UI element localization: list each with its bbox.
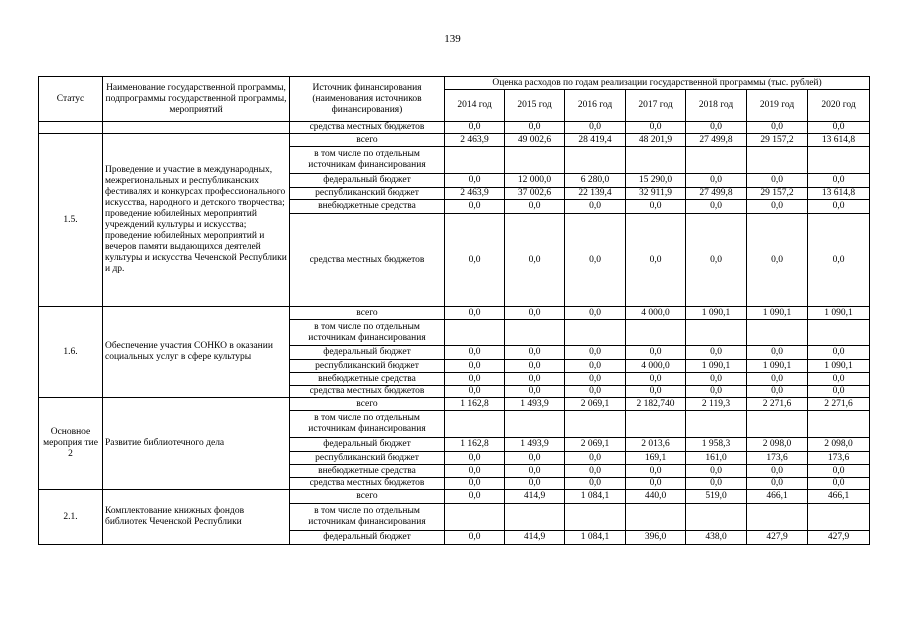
source-cell: в том числе по отдельным источникам финансирования: [290, 504, 445, 531]
source-cell: всего: [290, 398, 445, 411]
value-cell: 0,0: [747, 386, 808, 398]
status-cell: 1.6.: [39, 307, 103, 398]
value-cell: 2 119,3: [686, 398, 747, 411]
value-cell: 1 090,1: [686, 360, 747, 373]
value-cell: 0,0: [445, 490, 505, 504]
name-cell: Обеспечение участия СОНКО в оказании социальных услуг в сфере культуры: [103, 307, 290, 398]
value-cell: [626, 320, 686, 346]
value-cell: 0,0: [505, 465, 565, 478]
value-cell: 4 000,0: [626, 360, 686, 373]
source-cell: всего: [290, 490, 445, 504]
header-year: 2020 год: [808, 90, 870, 122]
name-cell: Развитие библиотечного дела: [103, 398, 290, 490]
table-row: [39, 490, 870, 504]
value-cell: 1 493,9: [505, 438, 565, 452]
value-cell: 0,0: [565, 465, 626, 478]
value-cell: 0,0: [565, 386, 626, 398]
value-cell: [565, 411, 626, 438]
value-cell: 2 013,6: [626, 438, 686, 452]
value-cell: 440,0: [626, 490, 686, 504]
status-cell: 2.1.: [39, 490, 103, 545]
value-cell: 0,0: [565, 214, 626, 307]
value-cell: 0,0: [686, 174, 747, 188]
value-cell: [565, 147, 626, 174]
value-cell: 0,0: [445, 531, 505, 545]
value-cell: 0,0: [626, 465, 686, 478]
value-cell: 0,0: [808, 478, 870, 490]
value-cell: [747, 320, 808, 346]
source-cell: средства местных бюджетов: [290, 214, 445, 307]
value-cell: 169,1: [626, 452, 686, 465]
page-number: 139: [444, 33, 461, 45]
value-cell: 0,0: [505, 122, 565, 134]
value-cell: [686, 504, 747, 531]
value-cell: 0,0: [626, 373, 686, 386]
value-cell: 0,0: [747, 200, 808, 214]
value-cell: [505, 320, 565, 346]
value-cell: 173,6: [747, 452, 808, 465]
value-cell: 0,0: [505, 214, 565, 307]
value-cell: 0,0: [747, 373, 808, 386]
value-cell: 396,0: [626, 531, 686, 545]
value-cell: 1 090,1: [747, 360, 808, 373]
value-cell: [505, 411, 565, 438]
value-cell: 27 499,8: [686, 134, 747, 147]
value-cell: 0,0: [686, 373, 747, 386]
value-cell: [445, 147, 505, 174]
value-cell: 4 000,0: [626, 307, 686, 320]
header-year: 2017 год: [626, 90, 686, 122]
name-cell: Проведение и участие в международных, межрегиональных и республиканских фестивалях и конкурсах профессионального искусства, народного и детского творчества; проведение юбилейных мероприятий учреждений культуры и искусства; проведение юбилейных мероприятий и вечеров памяти выдающихся деятелей культуры и искусства Чеченской Республики и др.: [103, 134, 290, 307]
value-cell: 0,0: [686, 478, 747, 490]
value-cell: 15 290,0: [626, 174, 686, 188]
value-cell: 0,0: [626, 122, 686, 134]
value-cell: 0,0: [505, 478, 565, 490]
value-cell: 1 493,9: [505, 398, 565, 411]
value-cell: 0,0: [445, 373, 505, 386]
value-cell: [686, 320, 747, 346]
status-cell: [39, 122, 103, 134]
status-cell: Основное мероприя тие 2: [39, 398, 103, 490]
value-cell: [808, 411, 870, 438]
value-cell: 0,0: [565, 200, 626, 214]
value-cell: 0,0: [686, 214, 747, 307]
value-cell: 0,0: [565, 478, 626, 490]
value-cell: [565, 320, 626, 346]
value-cell: 0,0: [445, 307, 505, 320]
source-cell: средства местных бюджетов: [290, 122, 445, 134]
value-cell: 13 614,8: [808, 134, 870, 147]
value-cell: 0,0: [808, 214, 870, 307]
table-row: [39, 122, 870, 134]
value-cell: 6 280,0: [565, 174, 626, 188]
header-year: 2014 год: [445, 90, 505, 122]
value-cell: 0,0: [686, 386, 747, 398]
value-cell: [565, 504, 626, 531]
source-cell: федеральный бюджет: [290, 438, 445, 452]
value-cell: [626, 411, 686, 438]
value-cell: 27 499,8: [686, 188, 747, 200]
header-year: 2018 год: [686, 90, 747, 122]
value-cell: 173,6: [808, 452, 870, 465]
value-cell: 519,0: [686, 490, 747, 504]
value-cell: 2 098,0: [808, 438, 870, 452]
budget-table: [38, 76, 870, 545]
value-cell: 2 069,1: [565, 438, 626, 452]
value-cell: 1 084,1: [565, 531, 626, 545]
value-cell: 0,0: [626, 478, 686, 490]
value-cell: [445, 504, 505, 531]
source-cell: республиканский бюджет: [290, 360, 445, 373]
value-cell: 13 614,8: [808, 188, 870, 200]
value-cell: 28 419,4: [565, 134, 626, 147]
value-cell: 0,0: [445, 200, 505, 214]
value-cell: 0,0: [505, 200, 565, 214]
value-cell: 0,0: [565, 122, 626, 134]
value-cell: 0,0: [686, 200, 747, 214]
header-estimate: Оценка расходов по годам реализации государственной программы (тыс. рублей): [445, 77, 870, 90]
value-cell: 0,0: [626, 346, 686, 360]
source-cell: федеральный бюджет: [290, 531, 445, 545]
value-cell: [808, 320, 870, 346]
source-cell: внебюджетные средства: [290, 200, 445, 214]
value-cell: 0,0: [747, 174, 808, 188]
value-cell: [808, 504, 870, 531]
value-cell: [626, 504, 686, 531]
value-cell: [505, 147, 565, 174]
value-cell: 0,0: [565, 346, 626, 360]
name-cell: Комплектование книжных фондов библиотек Чеченской Республики: [103, 490, 290, 545]
value-cell: 0,0: [445, 452, 505, 465]
value-cell: 0,0: [445, 346, 505, 360]
source-cell: внебюджетные средства: [290, 465, 445, 478]
value-cell: 0,0: [686, 465, 747, 478]
value-cell: 0,0: [808, 465, 870, 478]
value-cell: [626, 147, 686, 174]
value-cell: 0,0: [626, 200, 686, 214]
value-cell: 427,9: [808, 531, 870, 545]
value-cell: 0,0: [808, 200, 870, 214]
value-cell: 0,0: [505, 386, 565, 398]
header-year: 2015 год: [505, 90, 565, 122]
value-cell: [686, 411, 747, 438]
source-cell: всего: [290, 307, 445, 320]
value-cell: 22 139,4: [565, 188, 626, 200]
value-cell: [686, 147, 747, 174]
value-cell: 161,0: [686, 452, 747, 465]
value-cell: 0,0: [808, 346, 870, 360]
value-cell: 0,0: [626, 214, 686, 307]
source-cell: всего: [290, 134, 445, 147]
source-cell: федеральный бюджет: [290, 174, 445, 188]
value-cell: 0,0: [808, 386, 870, 398]
value-cell: 49 002,6: [505, 134, 565, 147]
source-cell: в том числе по отдельным источникам финансирования: [290, 147, 445, 174]
value-cell: 0,0: [505, 360, 565, 373]
value-cell: 0,0: [505, 452, 565, 465]
value-cell: 48 201,9: [626, 134, 686, 147]
value-cell: 2 463,9: [445, 134, 505, 147]
value-cell: 1 090,1: [747, 307, 808, 320]
value-cell: 29 157,2: [747, 134, 808, 147]
value-cell: 2 069,1: [565, 398, 626, 411]
value-cell: 0,0: [747, 346, 808, 360]
value-cell: 0,0: [747, 478, 808, 490]
value-cell: 12 000,0: [505, 174, 565, 188]
source-cell: республиканский бюджет: [290, 452, 445, 465]
value-cell: 32 911,9: [626, 188, 686, 200]
source-cell: внебюджетные средства: [290, 373, 445, 386]
value-cell: 0,0: [565, 360, 626, 373]
value-cell: 427,9: [747, 531, 808, 545]
value-cell: 2 098,0: [747, 438, 808, 452]
value-cell: 0,0: [505, 373, 565, 386]
value-cell: 0,0: [445, 465, 505, 478]
value-cell: 0,0: [565, 373, 626, 386]
value-cell: 0,0: [445, 174, 505, 188]
value-cell: 466,1: [808, 490, 870, 504]
value-cell: 37 002,6: [505, 188, 565, 200]
value-cell: 0,0: [445, 122, 505, 134]
value-cell: 0,0: [808, 122, 870, 134]
value-cell: 2 271,6: [808, 398, 870, 411]
value-cell: 1 162,8: [445, 438, 505, 452]
value-cell: 0,0: [445, 478, 505, 490]
value-cell: 1 090,1: [808, 307, 870, 320]
source-cell: в том числе по отдельным источникам финансирования: [290, 411, 445, 438]
value-cell: 2 182,740: [626, 398, 686, 411]
header-status: Статус: [39, 77, 103, 122]
value-cell: 0,0: [445, 360, 505, 373]
value-cell: 0,0: [505, 346, 565, 360]
source-cell: в том числе по отдельным источникам финансирования: [290, 320, 445, 346]
header-year: 2019 год: [747, 90, 808, 122]
value-cell: 1 090,1: [686, 307, 747, 320]
value-cell: 0,0: [505, 307, 565, 320]
value-cell: 0,0: [747, 465, 808, 478]
value-cell: 0,0: [747, 214, 808, 307]
table-row: [39, 134, 870, 147]
value-cell: 0,0: [686, 122, 747, 134]
value-cell: 414,9: [505, 531, 565, 545]
value-cell: 0,0: [565, 452, 626, 465]
header-name: Наименование государственной программы, подпрограммы государственной программы, мероприятий: [103, 77, 290, 122]
value-cell: [808, 147, 870, 174]
value-cell: 0,0: [747, 122, 808, 134]
source-cell: республиканский бюджет: [290, 188, 445, 200]
source-cell: средства местных бюджетов: [290, 478, 445, 490]
value-cell: [747, 411, 808, 438]
value-cell: [445, 411, 505, 438]
value-cell: 0,0: [686, 346, 747, 360]
table-row: [39, 398, 870, 411]
value-cell: 0,0: [808, 174, 870, 188]
table-row: [39, 307, 870, 320]
value-cell: 1 090,1: [808, 360, 870, 373]
name-cell: [103, 122, 290, 134]
source-cell: средства местных бюджетов: [290, 386, 445, 398]
value-cell: 414,9: [505, 490, 565, 504]
value-cell: [445, 320, 505, 346]
value-cell: 1 162,8: [445, 398, 505, 411]
value-cell: 438,0: [686, 531, 747, 545]
value-cell: 2 271,6: [747, 398, 808, 411]
value-cell: 0,0: [445, 386, 505, 398]
header-source: Источник финансирования (наименования источников финансирования): [290, 77, 445, 122]
value-cell: [747, 147, 808, 174]
source-cell: федеральный бюджет: [290, 346, 445, 360]
value-cell: 29 157,2: [747, 188, 808, 200]
value-cell: [747, 504, 808, 531]
value-cell: 0,0: [626, 386, 686, 398]
value-cell: 0,0: [565, 307, 626, 320]
value-cell: 1 084,1: [565, 490, 626, 504]
value-cell: 1 958,3: [686, 438, 747, 452]
value-cell: 466,1: [747, 490, 808, 504]
value-cell: [505, 504, 565, 531]
value-cell: 0,0: [808, 373, 870, 386]
status-cell: 1.5.: [39, 134, 103, 307]
value-cell: 2 463,9: [445, 188, 505, 200]
header-year: 2016 год: [565, 90, 626, 122]
value-cell: 0,0: [445, 214, 505, 307]
